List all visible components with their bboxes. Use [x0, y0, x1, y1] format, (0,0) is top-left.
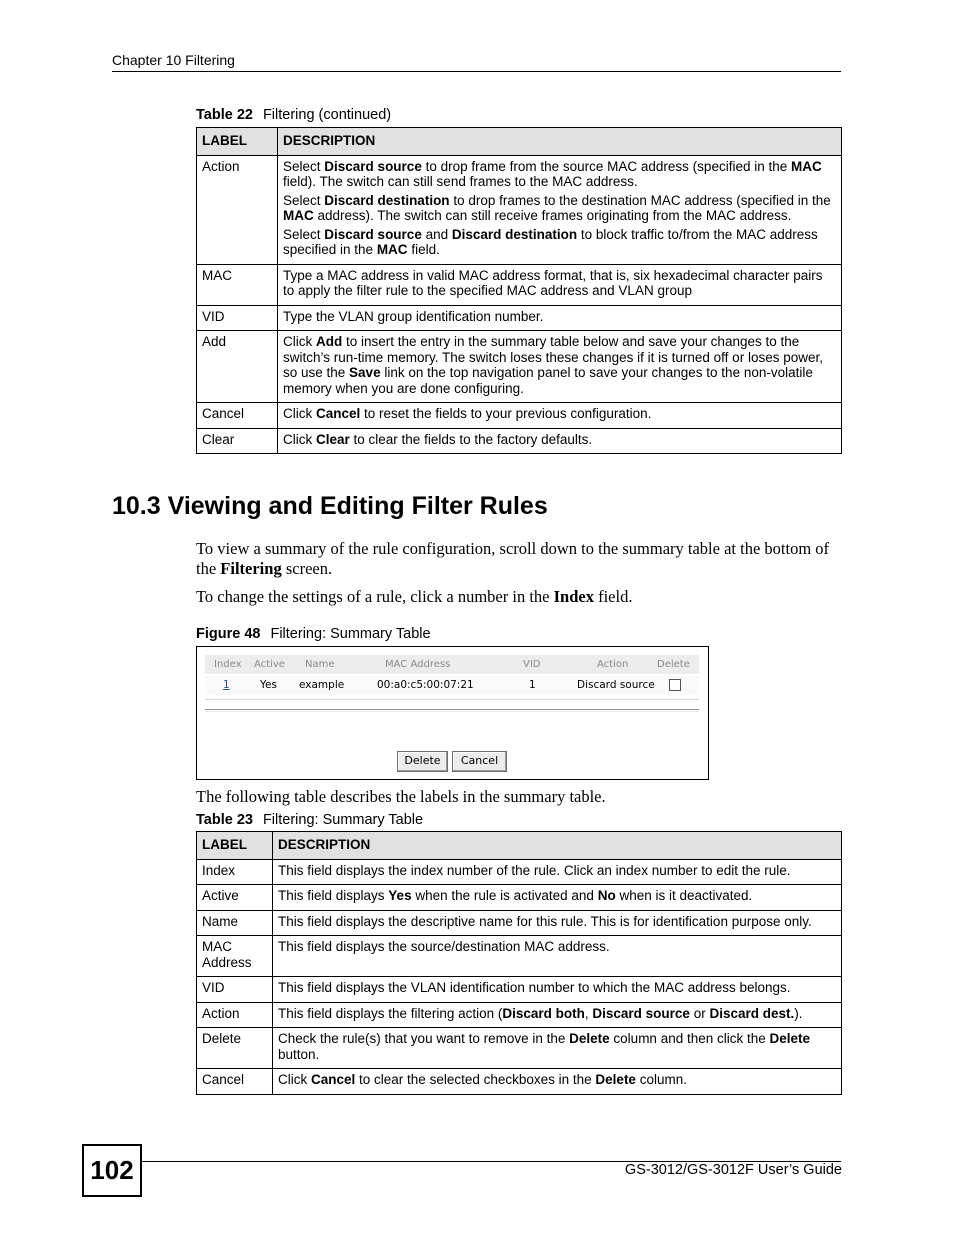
- table-row: [197, 859, 842, 885]
- summary-column-action: Action: [597, 659, 629, 670]
- table-23-caption: [196, 812, 423, 828]
- text-run: Type a MAC address in valid MAC address format, that is, six hexadecimal character pairs to apply the filter rule to the specified MAC address and VLAN group: [283, 267, 823, 298]
- description-paragraph: [283, 406, 836, 422]
- row-description: [278, 305, 842, 331]
- row-label: Cancel: [197, 403, 278, 429]
- summary-table-row: [205, 676, 699, 695]
- summary-active-value: Yes: [260, 679, 277, 691]
- section-heading: 10.3 Viewing and Editing Filter Rules: [112, 492, 548, 520]
- text-run: when the rule is activated and: [411, 888, 598, 903]
- column-header-label: LABEL: [197, 128, 278, 156]
- table-row: [197, 428, 842, 454]
- figure-48-screenshot: [196, 646, 709, 780]
- bold-text: Yes: [388, 888, 412, 903]
- bold-text: Discard source: [324, 226, 422, 242]
- table-22-body: [197, 155, 842, 454]
- summary-description-paragraph: The following table describes the labels in the summary table.: [196, 787, 606, 806]
- row-description: [273, 1028, 842, 1069]
- table-header-row: [197, 128, 842, 156]
- summary-vid-value: 1: [529, 679, 536, 691]
- table-22: [196, 107, 842, 454]
- table-row: [197, 977, 842, 1003]
- table-row: [197, 936, 842, 977]
- row-description: [278, 331, 842, 403]
- table-header-row: [197, 832, 842, 860]
- row-description: [278, 155, 842, 264]
- table-22-grid: [196, 127, 842, 454]
- summary-column-active: Active: [254, 659, 285, 670]
- text-run: This field displays: [278, 888, 389, 903]
- description-paragraph: [283, 227, 836, 258]
- column-header-label: LABEL: [197, 832, 273, 860]
- text-run: This field displays the descriptive name for this rule. This is for identification purpose only.: [278, 913, 812, 929]
- text-run: to reset the fields to your previous configuration.: [360, 406, 652, 421]
- row-description: [273, 936, 842, 977]
- text-run: Click: [283, 406, 316, 421]
- footer-guide-title: GS-3012/GS-3012F User’s Guide: [624, 1162, 842, 1178]
- text-run: when is it deactivated.: [615, 888, 753, 903]
- row-description: [273, 885, 842, 911]
- text-run: field.: [407, 242, 440, 257]
- row-label: MAC Address: [197, 936, 273, 977]
- text-run: Check the rule(s) that you want to remove in the: [278, 1031, 570, 1046]
- bold-text: Delete: [595, 1072, 636, 1087]
- table-row: [197, 331, 842, 403]
- bold-text: Add: [316, 334, 343, 349]
- text-run: column.: [635, 1072, 687, 1087]
- chapter-header: Chapter 10 Filtering: [112, 52, 235, 68]
- table-23-grid: [196, 831, 842, 1095]
- row-label: VID: [197, 305, 278, 331]
- table-row: [197, 1028, 842, 1069]
- bold-text: Discard both: [502, 1005, 585, 1021]
- row-label: Action: [197, 1002, 273, 1028]
- description-paragraph: [278, 914, 836, 930]
- header-rule: [112, 71, 841, 72]
- description-paragraph: [278, 888, 836, 904]
- text-run: ,: [584, 1005, 593, 1021]
- description-paragraph: [278, 1006, 836, 1022]
- text-run: Select: [283, 158, 325, 174]
- text-run: column and then click the: [609, 1031, 770, 1046]
- table-22-caption-label: Table 22: [196, 107, 253, 123]
- table-row: [197, 305, 842, 331]
- table-23-caption-label: Table 23: [196, 812, 253, 828]
- table-row: [197, 1069, 842, 1095]
- summary-divider-dark: [205, 709, 699, 710]
- text-run: Click: [283, 334, 316, 349]
- row-label: Active: [197, 885, 273, 911]
- text-run: Select: [283, 226, 325, 242]
- row-label: MAC: [197, 264, 278, 305]
- text-run: link on the top navigation panel to save your changes to the non-volatile memory when you are done configuring.: [283, 365, 813, 396]
- table-22-caption: [196, 107, 391, 123]
- bold-text: Discard dest.: [709, 1005, 795, 1021]
- table-row: [197, 264, 842, 305]
- bold-text: Discard destination: [324, 192, 450, 208]
- bold-text: Delete: [769, 1031, 811, 1046]
- row-description: [278, 428, 842, 454]
- bold-text: Index: [553, 587, 594, 606]
- bold-text: Cancel: [316, 406, 361, 421]
- delete-button[interactable]: Delete: [397, 751, 448, 772]
- row-label: Clear: [197, 428, 278, 454]
- text-run: ).: [794, 1005, 803, 1021]
- bold-text: Filtering: [220, 559, 282, 578]
- table-23: [196, 831, 842, 1095]
- summary-action-value: Discard source: [577, 679, 655, 691]
- row-description: [273, 859, 842, 885]
- text-run: To change the settings of a rule, click a number in the: [196, 587, 554, 606]
- row-description: [278, 264, 842, 305]
- description-paragraph: [283, 193, 836, 224]
- text-run: or: [689, 1005, 710, 1021]
- text-run: field). The switch can still send frames to the MAC address.: [283, 174, 638, 189]
- summary-column-vid: VID: [523, 659, 541, 670]
- table-row: [197, 885, 842, 911]
- text-run: to block traffic to/from the MAC address specified in the: [283, 226, 818, 257]
- table-23-caption-title: Filtering: Summary Table: [262, 812, 424, 828]
- bold-text: Discard source: [324, 158, 422, 174]
- bold-text: Clear: [316, 431, 350, 447]
- summary-name-value: example: [299, 679, 345, 691]
- text-run: Type the VLAN group identification number.: [283, 308, 544, 324]
- description-paragraph: [278, 1031, 836, 1062]
- text-run: to drop frames to the destination MAC address (specified in the: [449, 192, 831, 208]
- text-run: This field displays the VLAN identification number to which the MAC address belongs.: [278, 980, 791, 995]
- column-header-description: DESCRIPTION: [278, 128, 842, 156]
- row-label: Cancel: [197, 1069, 273, 1095]
- summary-column-index: Index: [214, 659, 242, 670]
- table-row: [197, 403, 842, 429]
- row-label: Name: [197, 910, 273, 936]
- figure-48-caption: [196, 626, 431, 642]
- text-run: Select: [283, 192, 325, 208]
- row-label: Index: [197, 859, 273, 885]
- text-run: screen.: [281, 559, 333, 578]
- bold-text: Delete: [569, 1031, 610, 1046]
- row-label: Delete: [197, 1028, 273, 1069]
- table-row: [197, 910, 842, 936]
- row-description: [273, 1002, 842, 1028]
- description-paragraph: [283, 159, 836, 190]
- text-run: Click: [283, 431, 316, 447]
- text-run: address). The switch can still receive frames originating from the MAC address.: [313, 208, 792, 223]
- bold-text: MAC: [376, 242, 408, 257]
- row-label: Action: [197, 155, 278, 264]
- description-paragraph: [283, 268, 836, 299]
- description-paragraph: [278, 863, 836, 879]
- figure-48-caption-label: Figure 48: [196, 626, 261, 642]
- row-label: Add: [197, 331, 278, 403]
- summary-divider: [205, 699, 699, 700]
- bold-text: MAC: [791, 158, 822, 174]
- column-header-description: DESCRIPTION: [273, 832, 842, 860]
- summary-delete-checkbox[interactable]: [669, 679, 681, 691]
- text-run: to insert the entry in the summary table below and save your changes to the switch’s run-time memory. The switch loses these changes if it is turned off or loses power, so use the: [283, 334, 823, 380]
- description-paragraph: [278, 939, 836, 955]
- summary-table-header-row: [205, 655, 699, 674]
- summary-divider-light: [205, 711, 699, 712]
- table-row: [197, 155, 842, 264]
- row-description: [273, 910, 842, 936]
- table-23-body: [197, 859, 842, 1094]
- text-run: to clear the fields to the factory defaults.: [349, 431, 593, 447]
- summary-column-delete: Delete: [657, 659, 690, 670]
- bold-text: Cancel: [311, 1072, 356, 1087]
- summary-index-link[interactable]: 1: [223, 679, 230, 691]
- bold-text: Save: [349, 365, 381, 380]
- description-paragraph: [278, 980, 836, 996]
- table-22-caption-title: Filtering (continued): [262, 107, 392, 123]
- row-description: [273, 977, 842, 1003]
- bold-text: No: [597, 888, 616, 903]
- row-label: VID: [197, 977, 273, 1003]
- text-run: and: [421, 226, 452, 242]
- table-row: [197, 1002, 842, 1028]
- text-run: Click: [278, 1072, 311, 1087]
- description-paragraph: [283, 309, 836, 325]
- summary-column-mac-address: MAC Address: [385, 659, 451, 670]
- summary-mac-value: 00:a0:c5:00:07:21: [377, 679, 474, 691]
- text-run: field.: [593, 587, 633, 606]
- text-run: This field displays the filtering action (: [278, 1005, 503, 1021]
- text-run: This field displays the index number of the rule. Click an index number to edit the rule.: [278, 862, 791, 878]
- text-run: This field displays the source/destination MAC address.: [278, 939, 610, 954]
- text-run: to clear the selected checkboxes in the: [355, 1072, 596, 1087]
- description-paragraph: [278, 1072, 836, 1088]
- row-description: [273, 1069, 842, 1095]
- row-description: [278, 403, 842, 429]
- text-run: To view a summary of the rule configuration, scroll down to the summary table at the bottom of the: [196, 539, 830, 578]
- bold-text: Discard destination: [451, 226, 578, 242]
- text-run: button.: [278, 1046, 320, 1062]
- figure-48-caption-title: Filtering: Summary Table: [270, 626, 431, 642]
- index-paragraph: [196, 587, 846, 607]
- page-number: 102: [82, 1144, 142, 1197]
- description-paragraph: [283, 432, 836, 448]
- cancel-button[interactable]: Cancel: [452, 751, 507, 772]
- intro-paragraph: [196, 539, 846, 579]
- bold-text: Discard source: [592, 1005, 690, 1021]
- text-run: to drop frame from the source MAC address (specified in the: [421, 158, 791, 174]
- bold-text: MAC: [283, 208, 314, 223]
- description-paragraph: [283, 334, 836, 396]
- summary-column-name: Name: [305, 659, 335, 670]
